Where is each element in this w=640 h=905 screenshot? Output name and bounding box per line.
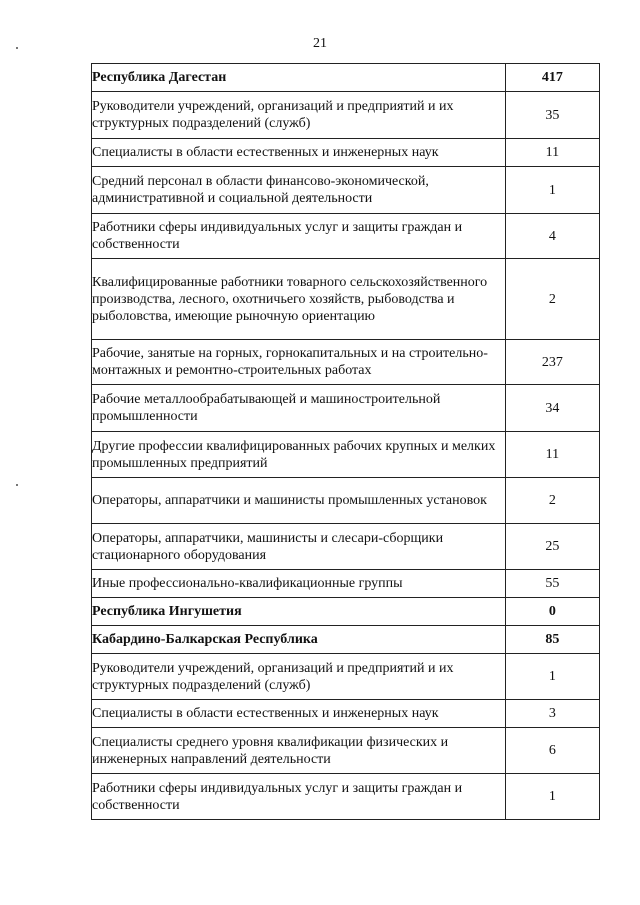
region-total: 0 [505,598,599,626]
table-row-region [92,64,600,92]
occupation-count: 11 [505,432,599,478]
table-row [92,774,600,820]
occupation-name: Специалисты в области естественных и инженерных наук [92,139,506,167]
table-row [92,432,600,478]
table-row [92,570,600,598]
occupation-count: 4 [505,214,599,259]
table-row [92,385,600,432]
table-row [92,139,600,167]
region-total: 417 [505,64,599,92]
table-row [92,167,600,214]
table-row [92,524,600,570]
region-name: Республика Ингушетия [92,598,506,626]
occupation-count: 1 [505,774,599,820]
table-row-region [92,626,600,654]
region-name: Кабардино-Балкарская Республика [92,626,506,654]
table-row [92,654,600,700]
region-name: Республика Дагестан [92,64,506,92]
scan-mark [16,484,18,486]
occupation-count: 2 [505,478,599,524]
occupation-name: Иные профессионально-квалификационные группы [92,570,506,598]
occupation-count: 34 [505,385,599,432]
occupation-table [91,63,600,820]
table-row [92,92,600,139]
occupation-count: 3 [505,700,599,728]
occupation-count: 6 [505,728,599,774]
occupation-count: 1 [505,654,599,700]
occupation-name: Работники сферы индивидуальных услуг и защиты граждан и собственности [92,774,506,820]
occupation-name: Работники сферы индивидуальных услуг и защиты граждан и собственности [92,214,506,259]
table-row-region [92,598,600,626]
occupation-name: Операторы, аппаратчики, машинисты и слесари-сборщики стационарного оборудования [92,524,506,570]
occupation-count: 25 [505,524,599,570]
table-row [92,700,600,728]
occupation-name: Рабочие металлообрабатывающей и машиностроительной промышленности [92,385,506,432]
occupation-name: Рабочие, занятые на горных, горнокапитальных и на строительно-монтажных и ремонтно-строительных работах [92,340,506,385]
table-row [92,728,600,774]
occupation-count: 237 [505,340,599,385]
table-row [92,478,600,524]
table-row [92,214,600,259]
page-number: 21 [313,36,327,51]
table-row [92,259,600,340]
occupation-name: Квалифицированные работники товарного сельскохозяйственного производства, лесного, охотничьего хозяйств, рыбоводства и рыболовства, имеющие рыночную ориентацию [92,259,506,340]
occupation-count: 35 [505,92,599,139]
region-total: 85 [505,626,599,654]
occupation-name: Руководители учреждений, организаций и предприятий и их структурных подразделений (служб) [92,92,506,139]
occupation-name: Руководители учреждений, организаций и предприятий и их структурных подразделений (служб) [92,654,506,700]
occupation-count: 1 [505,167,599,214]
occupation-name: Средний персонал в области финансово-экономической, административной и социальной деятельности [92,167,506,214]
table-row [92,340,600,385]
occupation-name: Операторы, аппаратчики и машинисты промышленных установок [92,478,506,524]
occupation-name: Другие профессии квалифицированных рабочих крупных и мелких промышленных предприятий [92,432,506,478]
occupation-name: Специалисты среднего уровня квалификации физических и инженерных направлений деятельности [92,728,506,774]
occupation-count: 2 [505,259,599,340]
occupation-name: Специалисты в области естественных и инженерных наук [92,700,506,728]
occupation-count: 11 [505,139,599,167]
occupation-count: 55 [505,570,599,598]
